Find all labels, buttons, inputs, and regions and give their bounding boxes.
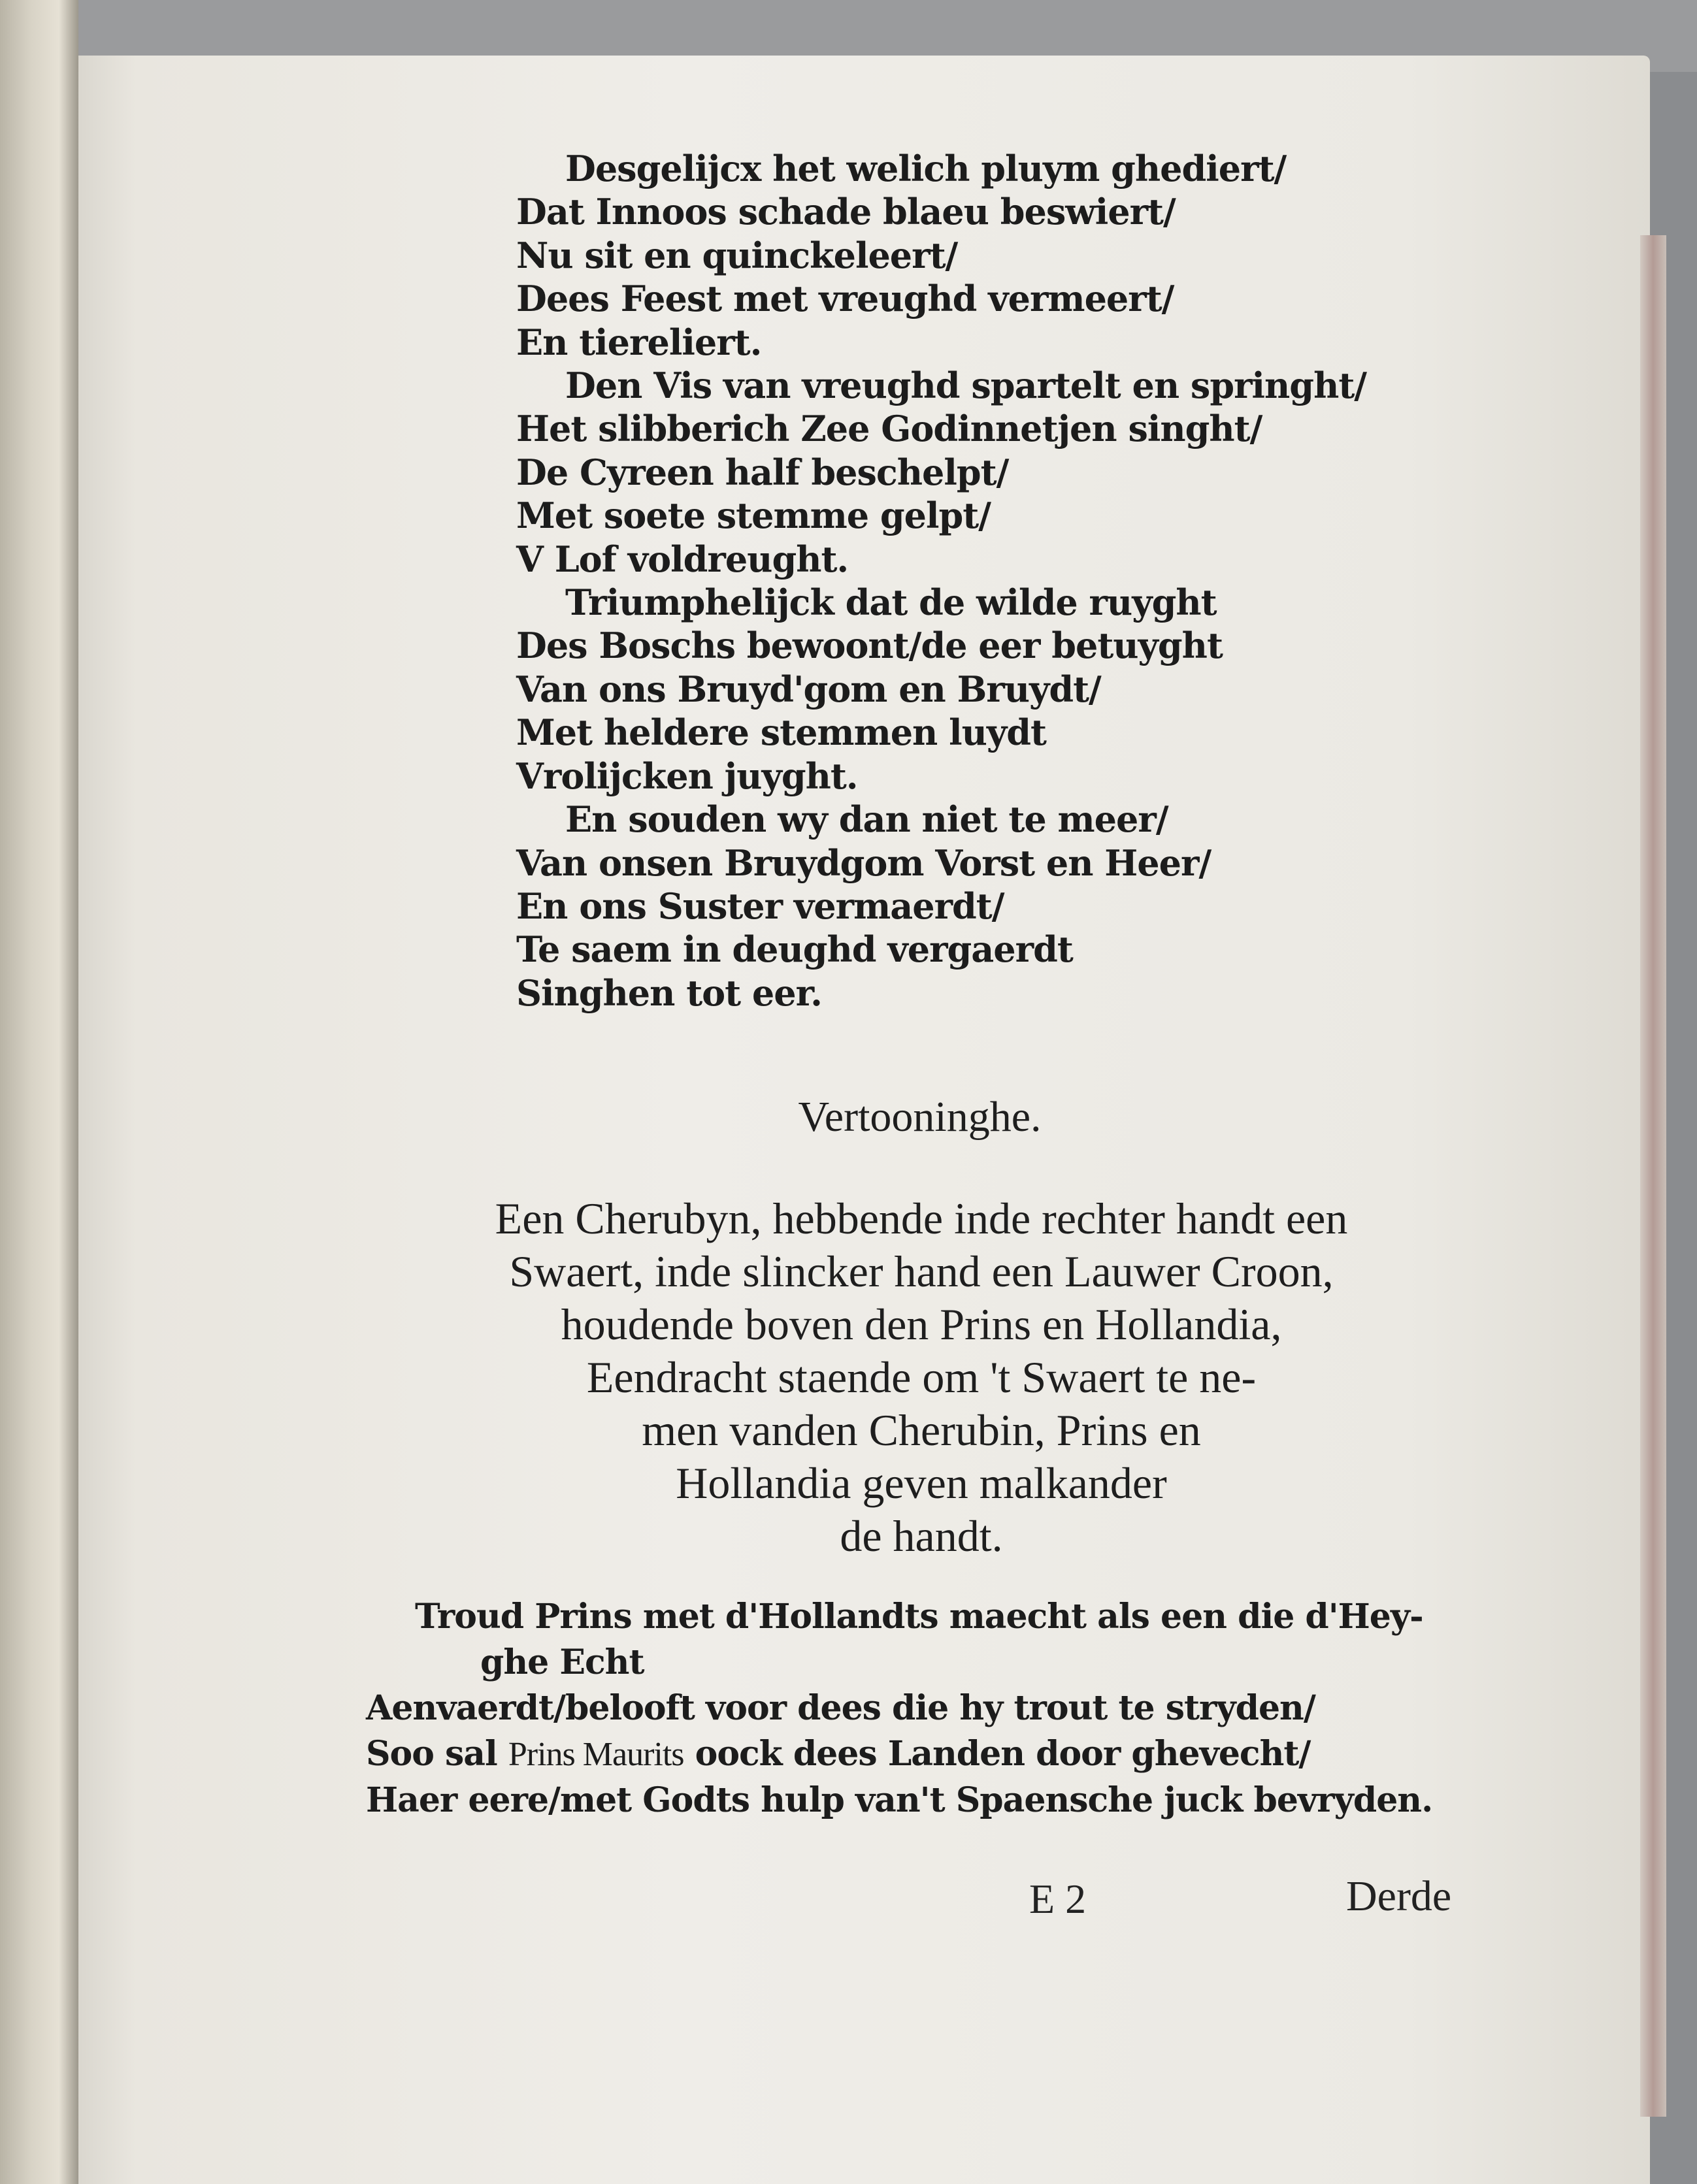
verse-line: Aenvaerdt/belooft voor dees die hy trout te stryden/ [366,1688,1315,1728]
roman-name: Prins Maurits [508,1736,684,1773]
paragraph-line: men vanden Cherubin, Prins en [642,1405,1201,1455]
page-edge [1640,235,1666,2117]
signature-mark: E 2 [1029,1876,1087,1922]
stage-direction [366,1192,1477,1563]
poem-line: Met soete stemme gelpt/ [516,495,991,537]
verse-text: oock dees Landen door ghevecht/ [695,1734,1311,1774]
poem-line: En ons Suster vermaerdt/ [516,885,1004,927]
verse-line: Haer eere/met Godts hulp van't Spaensche juck bevryden. [366,1780,1433,1820]
verse-text: Soo sal [366,1734,497,1774]
poem-line: Dees Feest met vreughd vermeert/ [516,278,1174,320]
poem-line: En souden wy dan niet te meer/ [565,798,1168,841]
paragraph-line: Swaert, inde slincker hand een Lauwer Croon, [509,1247,1334,1296]
section-heading: Vertooninghe. [798,1093,1042,1141]
poem-line: Vrolijcken juyght. [516,755,858,797]
poem [516,147,1366,1015]
poem-line: Triumphelijck dat de wilde ruyght [565,581,1217,624]
verse-line: ghe Echt [480,1642,644,1682]
poem-line: En tiereliert. [516,321,762,363]
poem-line: Desgelijcx het welich pluym ghediert/ [565,148,1287,189]
verse-line: Troud Prins met d'Hollandts maecht als een die d'Hey- [415,1597,1423,1637]
poem-line: Van ons Bruyd'gom en Bruydt/ [516,668,1101,710]
poem-line: Het slibberich Zee Godinnetjen singht/ [516,408,1262,450]
verse-line [366,1731,1432,1778]
poem-line: Singhen tot eer. [516,971,822,1014]
poem-line: Den Vis van vreughd spartelt en springht/ [565,365,1366,407]
poem-line: De Cyreen half beschelpt/ [516,451,1009,493]
poem-line: Nu sit en quinckeleert/ [516,234,958,276]
poem-line: Met heldere stemmen luydt [516,711,1046,754]
poem-line: Des Boschs bewoont/de eer betuyght [516,625,1223,667]
poem-line: V Lof voldreught. [516,538,849,580]
poem-line: Dat Innoos schade blaeu beswiert/ [516,191,1176,233]
catchword: Derde [1346,1872,1452,1920]
closing-verse [366,1594,1432,1823]
poem-line: Van onsen Bruydgom Vorst en Heer/ [516,841,1211,884]
paragraph-line: de handt. [840,1511,1003,1561]
paragraph-line: Eendracht staende om 't Swaert te ne- [586,1352,1257,1402]
poem-line: Te saem in deughd vergaerdt [516,928,1073,971]
paragraph-line: Een Cherubyn, hebbende inde rechter handt een [495,1194,1348,1243]
paragraph-line: houdende boven den Prins en Hollandia, [561,1299,1282,1349]
paragraph-line: Hollandia geven malkander [676,1458,1167,1508]
